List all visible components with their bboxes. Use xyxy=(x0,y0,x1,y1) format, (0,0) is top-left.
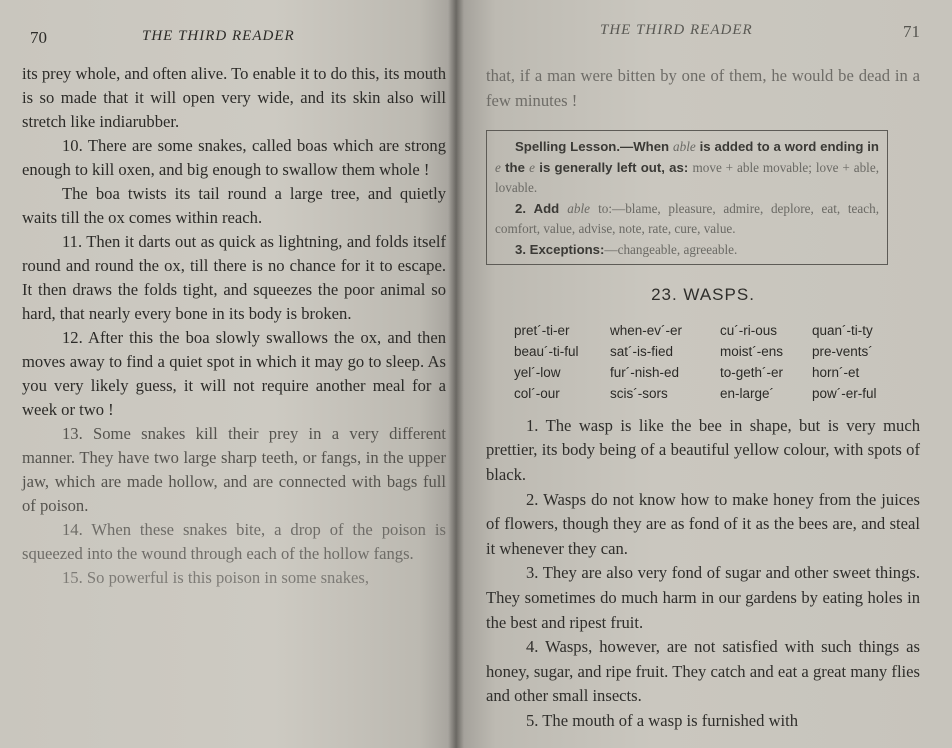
vocab-word: pret´-ti-er xyxy=(514,322,570,338)
left-paragraph: 14. When these snakes bite, a drop of the poison is squeezed into the wound through each of the hollow fangs. xyxy=(22,520,446,563)
left-paragraph: 12. After this the boa slowly swallows the ox, and then moves away to find a quiet spot in which it may go to sleep. As you very likely guess, it will not require another meal for a week or two ! xyxy=(22,328,446,419)
left-paragraph: 10. There are some snakes, called boas which are strong enough to kill oxen, and big enough to swallow them whole ! xyxy=(22,136,446,179)
left-paragraph: 15. So powerful is this poison in some snakes, xyxy=(62,568,369,587)
vocab-word: yel´-low xyxy=(514,364,561,380)
vocab-word: col´-our xyxy=(514,385,560,401)
right-page xyxy=(456,0,952,748)
left-paragraph: The boa twists its tail round a large tree, and quietly waits till the ox comes within reach. xyxy=(22,184,446,227)
spelling-label: Spelling Lesson. xyxy=(515,139,621,155)
vocab-word: moist´-ens xyxy=(720,343,784,359)
vocab-word: scis´-sors xyxy=(610,385,668,401)
spelling-lesson-box xyxy=(486,130,888,265)
right-page-number: 71 xyxy=(903,22,920,41)
vocabulary-grid xyxy=(514,320,920,404)
right-paragraph: 3. They are also very fond of sugar and other sweet things. They sometimes do much harm in our gardens by eating holes in the best and ripest fruit. xyxy=(486,563,920,632)
right-paragraph: 5. The mouth of a wasp is furnished with xyxy=(526,710,799,730)
vocab-word: to-geth´-er xyxy=(720,364,784,380)
left-page-body xyxy=(22,62,446,590)
vocab-word: when-ev´-er xyxy=(610,322,683,338)
right-paragraph: 1. The wasp is like the bee in shape, but is very much prettier, its body being of a beautiful yellow colour, with spots of black. xyxy=(486,415,920,484)
right-page-body xyxy=(486,64,920,734)
book-gutter xyxy=(448,0,464,748)
right-paragraph: 4. Wasps, however, are not satisfied with such things as honey, sugar, and ripe fruit. They catch and eat a great many flies and other small insects. xyxy=(486,637,920,706)
right-page-header xyxy=(486,20,920,44)
spelling-row-2: 2. Add able to:—blame, pleasure, admire, deplore, eat, teach, comfort, value, advise, note, rate, cure, value. xyxy=(495,200,879,237)
left-running-title: THE THIRD READER xyxy=(142,28,295,44)
vocab-word: fur´-nish-ed xyxy=(610,364,680,380)
lesson-title: 23. WASPS. xyxy=(651,285,755,305)
vocab-word: pre-vents´ xyxy=(812,343,873,359)
left-page-number: 70 xyxy=(30,28,47,47)
left-paragraph: its prey whole, and often alive. To enable it to do this, its mouth is so made that it will open very wide, and its skin also will stretch like indiarubber. xyxy=(22,64,446,131)
vocab-word: sat´-is-fied xyxy=(610,343,674,359)
left-page xyxy=(0,0,456,748)
left-paragraph: 13. Some snakes kill their prey in a very different manner. They have two large sharp teeth, or fangs, in the upper jaw, which are made hollow, and are connected with bags full of poison. xyxy=(22,424,446,515)
spelling-row-3: 3. Exceptions:—changeable, agreeable. xyxy=(515,241,738,257)
left-paragraph: 11. Then it darts out as quick as lightning, and folds itself round and round the ox, till there is no chance for it to escape. It then draws the folds tight, and squeezes the poor animal so hard, that nearly every bone in its body is broken. xyxy=(22,232,446,323)
right-paragraph: 2. Wasps do not know how to make honey from the juices of flowers, though they are as fond of it as the bees are, and steal it whenever they can. xyxy=(486,489,920,558)
spelling-row-1: Spelling Lesson.—When able is added to a word ending in e the e is generally left out, as: move + able movable; love + able, lovable. xyxy=(495,139,879,196)
vocab-word: quan´-ti-ty xyxy=(812,322,873,338)
vocab-word: beau´-ti-ful xyxy=(514,343,579,359)
left-page-header xyxy=(22,26,446,50)
vocab-word: en-large´ xyxy=(720,385,775,401)
opening-text: that, if a man were bitten by one of them, he would be dead in a few minutes ! xyxy=(486,66,920,110)
vocab-word: pow´-er-ful xyxy=(812,385,877,401)
vocab-word: cu´-ri-ous xyxy=(720,322,778,338)
vocab-word: horn´-et xyxy=(812,364,860,380)
right-running-title: THE THIRD READER xyxy=(600,22,753,38)
